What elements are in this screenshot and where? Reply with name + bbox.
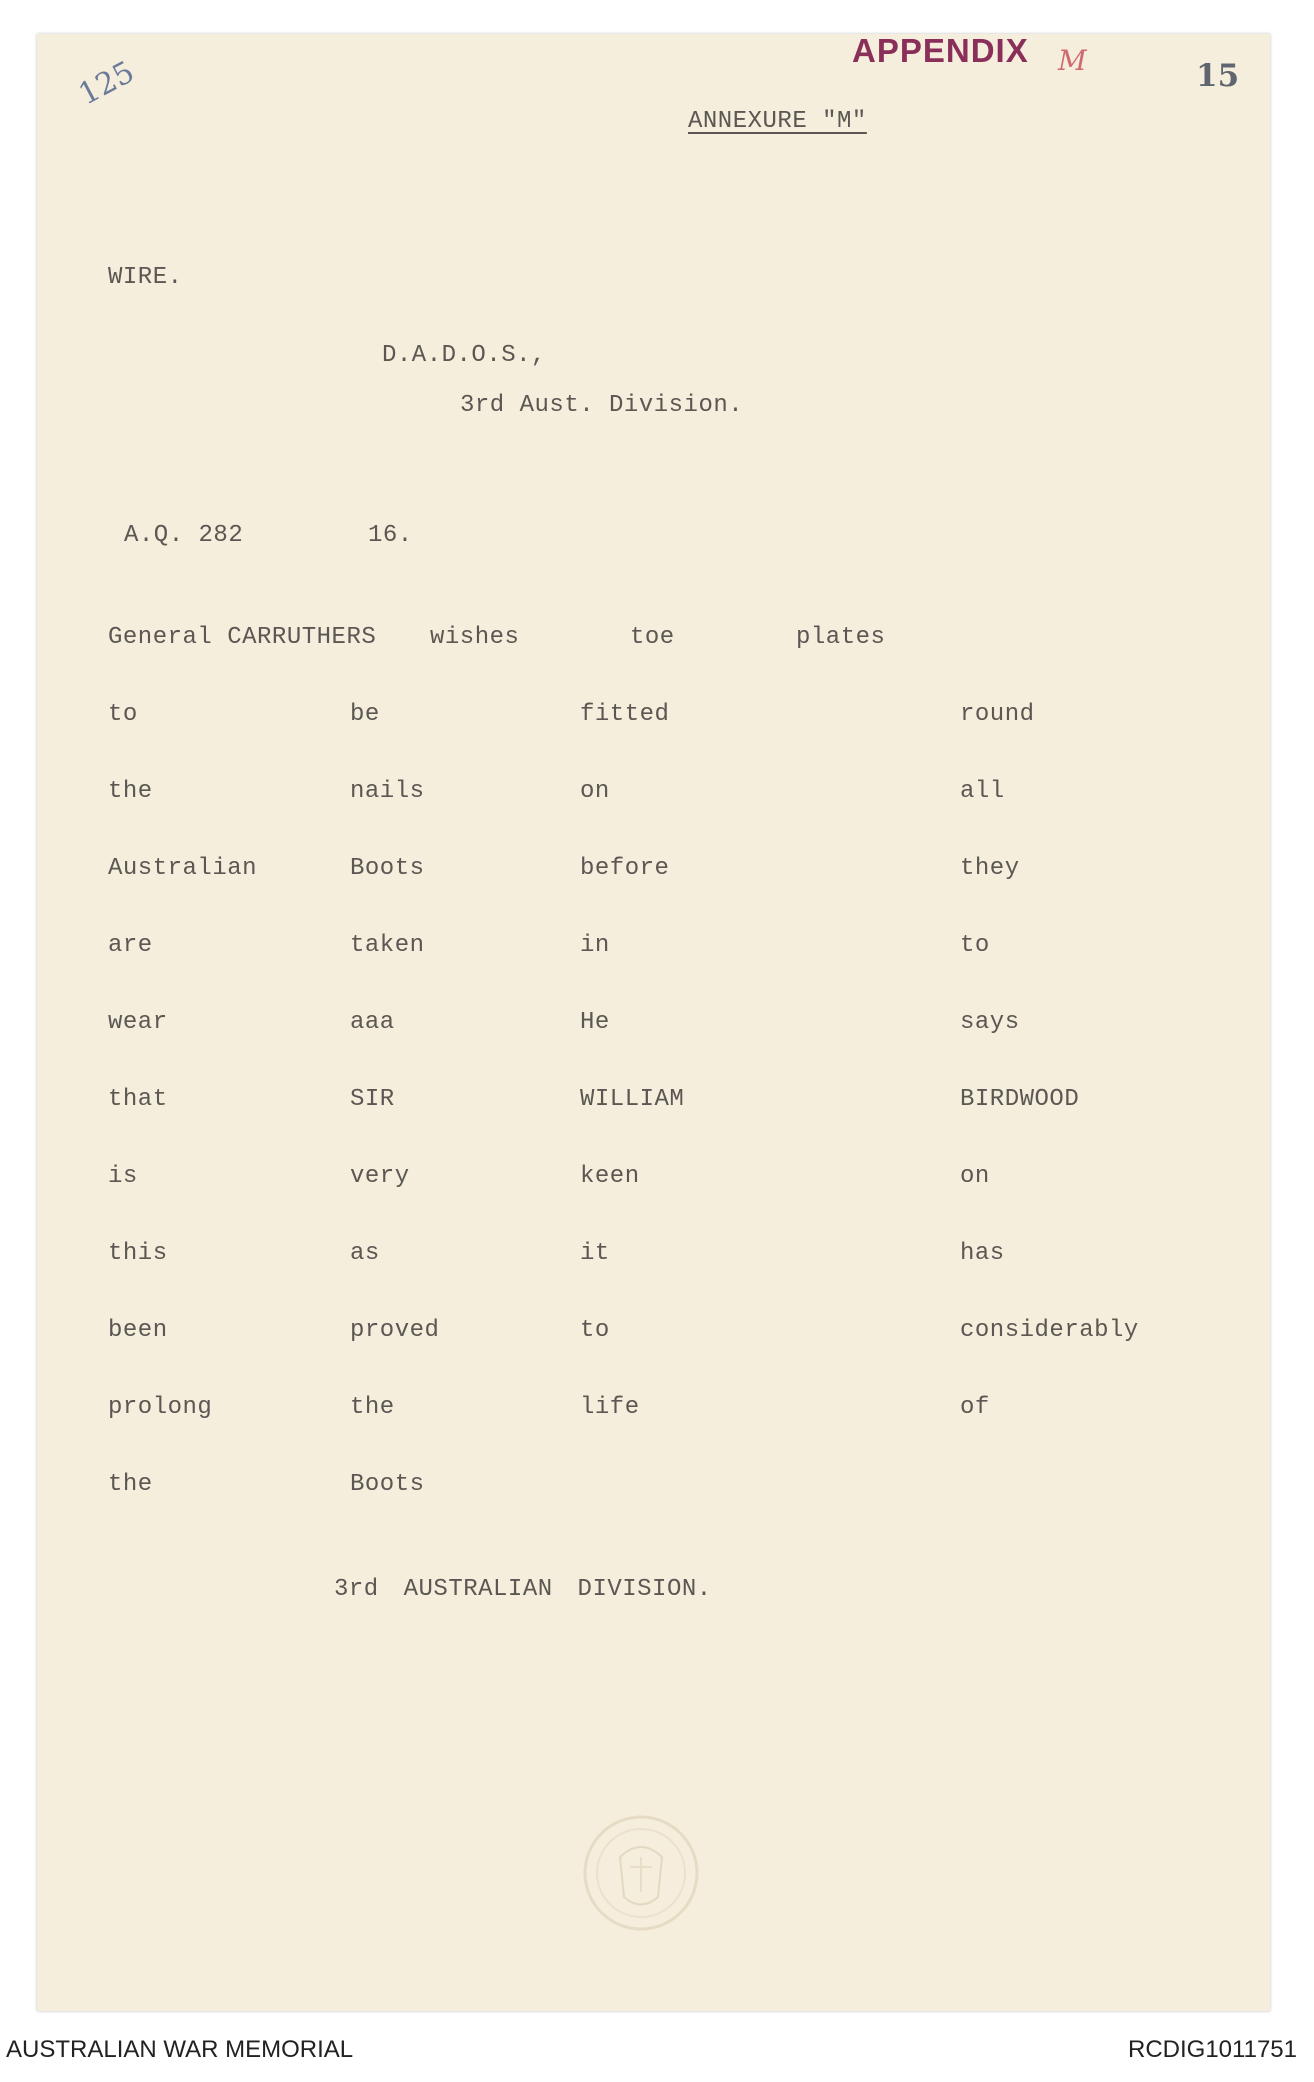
- document-page: [37, 34, 1270, 2011]
- page-number: 15: [1196, 58, 1240, 94]
- embossed-seal-icon: [580, 1812, 702, 1934]
- message-word: on: [580, 778, 610, 805]
- message-word: all: [960, 778, 1005, 805]
- message-word: to: [108, 701, 138, 728]
- message-type: WIRE.: [108, 264, 183, 291]
- message-word: toe: [630, 624, 675, 651]
- record-id: RCDIG1011751: [1128, 2036, 1297, 2063]
- message-word: the: [108, 1471, 153, 1498]
- message-word: WILLIAM: [580, 1086, 685, 1113]
- message-word: fitted: [580, 701, 670, 728]
- message-word: that: [108, 1086, 168, 1113]
- message-word: of: [960, 1394, 990, 1421]
- message-word: plates: [796, 624, 886, 651]
- reference-number: A.Q. 282: [124, 522, 244, 549]
- message-word: on: [960, 1163, 990, 1190]
- message-word: it: [580, 1240, 610, 1267]
- message-word: been: [108, 1317, 168, 1344]
- annexure-heading: ANNEXURE "M": [688, 108, 867, 135]
- message-word: wishes: [430, 624, 520, 651]
- appendix-handwritten-mark: M: [1058, 44, 1087, 77]
- message-word: SIR: [350, 1086, 395, 1113]
- message-word: to: [580, 1317, 610, 1344]
- word-count: 16.: [368, 522, 413, 549]
- message-word: round: [960, 701, 1035, 728]
- message-word: considerably: [960, 1317, 1139, 1344]
- message-word: Australian: [108, 855, 258, 882]
- message-word: be: [350, 701, 380, 728]
- message-word: in: [580, 932, 610, 959]
- message-word: wear: [108, 1009, 168, 1036]
- message-word: proved: [350, 1317, 440, 1344]
- message-word: prolong: [108, 1394, 213, 1421]
- message-word: keen: [580, 1163, 640, 1190]
- message-word: they: [960, 855, 1020, 882]
- appendix-stamp: APPENDIX: [852, 32, 1029, 69]
- message-word: are: [108, 932, 153, 959]
- message-word: is: [108, 1163, 138, 1190]
- message-word: as: [350, 1240, 380, 1267]
- message-word: life: [580, 1394, 640, 1421]
- message-word: Boots: [350, 1471, 425, 1498]
- message-word: He: [580, 1009, 610, 1036]
- message-word: the: [108, 778, 153, 805]
- signature: 3rd AUSTRALIAN DIVISION.: [334, 1576, 712, 1603]
- message-word: aaa: [350, 1009, 395, 1036]
- message-word: the: [350, 1394, 395, 1421]
- addressee: D.A.D.O.S.,: [382, 342, 546, 369]
- message-word: Boots: [350, 855, 425, 882]
- message-word: taken: [350, 932, 425, 959]
- message-word: says: [960, 1009, 1020, 1036]
- folio-number-pencil: 125: [73, 54, 141, 113]
- message-word: General CARRUTHERS: [108, 624, 377, 651]
- message-word: before: [580, 855, 670, 882]
- message-word: to: [960, 932, 990, 959]
- message-word: very: [350, 1163, 410, 1190]
- message-word: has: [960, 1240, 1005, 1267]
- message-word: this: [108, 1240, 168, 1267]
- message-word: BIRDWOOD: [960, 1086, 1080, 1113]
- archive-credit: AUSTRALIAN WAR MEMORIAL: [6, 2036, 354, 2063]
- addressee-unit: 3rd Aust. Division.: [460, 392, 744, 419]
- message-word: nails: [350, 778, 425, 805]
